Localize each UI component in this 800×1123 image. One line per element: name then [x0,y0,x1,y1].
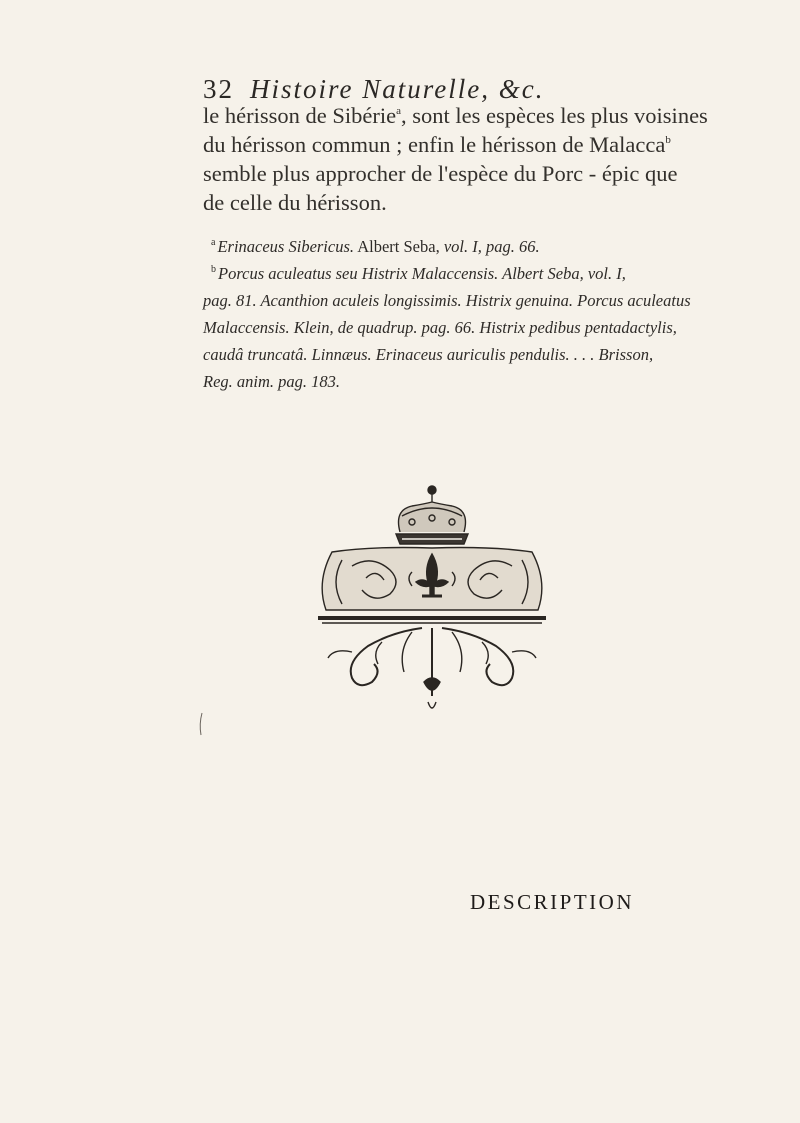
footnote-b-line: $^b$ Porcus aculeatus seu Histrix Malaccensis. Albert Seba, vol. I, [211,264,626,283]
body-paragraph [203,101,708,217]
note-ref-b: b [665,134,671,146]
footnote-a: $^a$ Erinaceus Sibericus. Albert Seba, vol. I, pag. 66. [211,237,540,256]
footnote-b-line: Malaccensis. Klein, de quadrup. pag. 66. Histrix pedibus pentadactylis, [203,318,677,337]
section-heading: DESCRIPTION [470,890,635,914]
body-line: de celle du hérisson. [203,190,387,215]
page-number: 32 [203,74,234,104]
margin-mark [198,712,204,736]
body-line: le hérisson de Sibérie$^a$, sont les espèces les plus voisines [203,103,708,128]
footnote-b-line: caudâ truncatâ. Linnæus. Erinaceus auriculis pendulis. . . . Brisson, [203,345,654,364]
body-line: du hérisson commun ; enfin le hérisson de Malacca$^b$ [203,132,671,157]
footnotes [203,233,691,395]
body-line: semble plus approcher de l'espèce du Porc - épic que [203,161,678,186]
running-title: Histoire Naturelle, &c. [250,74,545,104]
footnote-b-line: pag. 81. Acanthion aculeis longissimis. Histrix genuina. Porcus aculeatus [203,291,691,310]
note-ref-a: a [396,105,401,117]
royal-crown-ornament-icon [312,482,552,722]
footnote-b-line: Reg. anim. pag. 183. [203,372,341,391]
